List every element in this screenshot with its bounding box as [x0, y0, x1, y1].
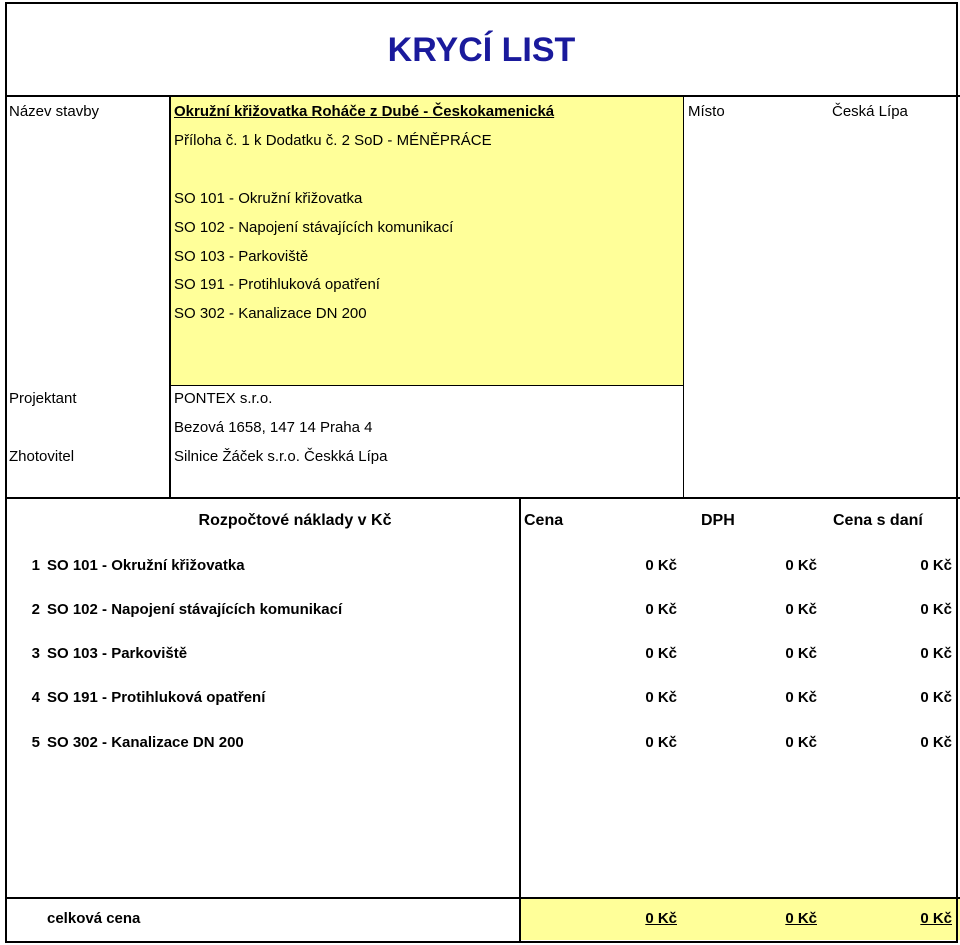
row-name: SO 102 - Napojení stávajících komunikací	[47, 601, 343, 618]
total-label: celková cena	[47, 910, 141, 927]
misto-value: Česká Lípa	[832, 103, 908, 120]
header-top-rule	[5, 95, 960, 97]
so-list-item: SO 102 - Napojení stávajících komunikací	[174, 219, 454, 236]
header-bottom-rule	[5, 497, 960, 499]
row-dph: 0 Kč	[785, 734, 817, 751]
row-cena: 0 Kč	[645, 689, 677, 706]
projektant-address: Bezová 1658, 147 14 Praha 4	[174, 419, 373, 436]
so-list-item: SO 302 - Kanalizace DN 200	[174, 305, 367, 322]
nazev-value: Okružní křižovatka Roháče z Dubé - Českokamenická	[174, 103, 555, 120]
row-name: SO 191 - Protihluková opatření	[47, 689, 266, 706]
header-divider-left	[169, 95, 171, 497]
misto-label: Místo	[688, 103, 725, 120]
row-cena-dani: 0 Kč	[920, 689, 952, 706]
total-cena-dani: 0 Kč	[920, 910, 952, 927]
row-dph: 0 Kč	[785, 645, 817, 662]
budget-title: Rozpočtové náklady v Kč	[198, 512, 392, 529]
budget-col-divider	[519, 497, 521, 943]
so-list-item: SO 101 - Okružní křižovatka	[174, 190, 363, 207]
zhotovitel-label: Zhotovitel	[9, 448, 75, 465]
row-name: SO 103 - Parkoviště	[47, 645, 188, 662]
total-top-rule	[5, 897, 960, 899]
row-dph: 0 Kč	[785, 557, 817, 574]
nazev-label: Název stavby	[9, 103, 100, 120]
col-cena-header: Cena	[524, 512, 564, 529]
row-name: SO 302 - Kanalizace DN 200	[47, 734, 244, 751]
row-cena: 0 Kč	[645, 734, 677, 751]
row-cena-dani: 0 Kč	[920, 734, 952, 751]
projektant-rule	[170, 385, 684, 386]
projektant-label: Projektant	[9, 390, 77, 407]
zhotovitel-name: Silnice Žáček s.r.o. Českká Lípa	[174, 448, 388, 465]
row-cena-dani: 0 Kč	[920, 557, 952, 574]
total-cena: 0 Kč	[645, 910, 677, 927]
row-cena-dani: 0 Kč	[920, 601, 952, 618]
col-dph-header: DPH	[701, 512, 735, 529]
row-cena: 0 Kč	[645, 557, 677, 574]
page-title: KRYCÍ LIST	[387, 31, 576, 69]
row-number: 2	[31, 601, 40, 618]
row-number: 5	[31, 734, 40, 751]
row-cena: 0 Kč	[645, 645, 677, 662]
row-dph: 0 Kč	[785, 689, 817, 706]
projektant-name: PONTEX s.r.o.	[174, 390, 273, 407]
total-dph: 0 Kč	[785, 910, 817, 927]
row-number: 1	[31, 557, 40, 574]
so-list-item: SO 103 - Parkoviště	[174, 248, 309, 265]
row-name: SO 101 - Okružní křižovatka	[47, 557, 245, 574]
row-cena-dani: 0 Kč	[920, 645, 952, 662]
priloha-text: Příloha č. 1 k Dodatku č. 2 SoD - MÉNĚPRÁCE	[174, 132, 492, 149]
row-number: 4	[31, 689, 40, 706]
so-list-item: SO 191 - Protihluková opatření	[174, 276, 380, 293]
row-cena: 0 Kč	[645, 601, 677, 618]
col-cena-dani-header: Cena s daní	[833, 512, 923, 529]
row-number: 3	[31, 645, 40, 662]
row-dph: 0 Kč	[785, 601, 817, 618]
header-divider-right	[683, 95, 684, 497]
